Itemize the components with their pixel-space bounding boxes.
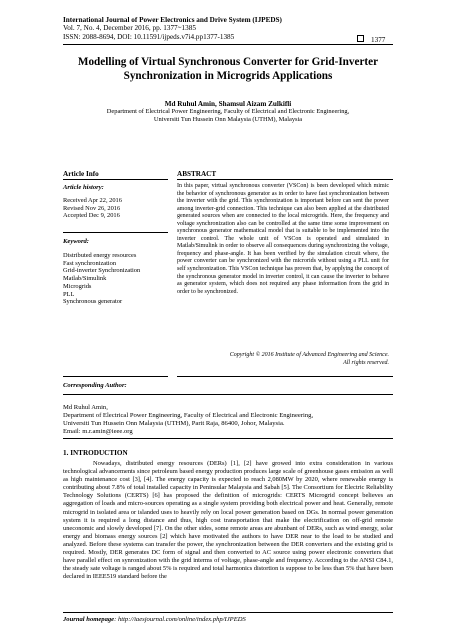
abstract-rule — [177, 179, 393, 180]
info-bottom-rule — [63, 376, 168, 377]
corresponding-author — [63, 404, 393, 436]
article-info-heading: Article Info — [63, 170, 99, 178]
introduction-text: Nowadays, distributed energy resources (DERs) [1], [2] have growed into extra consideration in various technological advancements since petroleum based energy production produces large scale of greenhouse gases emission as well as high maintenance cost [3], [4]. The energy capacity is expected to reach 2,080MW by 2020, where renewable energy is contributing about 7.8% of total installed capacity in Peninsular Malaysia and Sabah [5]. The Consortium for Electric Reliability Technology Solutions (CERTS) [6] has proposed the definition of microgrids: CERTS Microgrid concept believes an aggregation of loads and micro-sources operating as a single system providing both electrical power and heat. Generally, remote microgrid in isolated area or islanded uses to heavily rely on local power generation based on DGs. In normal power generation system it is required a long distance and thus, high cost transportation that make the electrification on off-grid remote uneconomic and slowly developed [7]. On the other sides, some remote areas are abunbant of DERs, such as wind energy, solar energy and biomass energy sources [2] which have motivated the authors to have DER near to the load to be studied and analyzed. Before these systems can transfer the power, the synchronization between the DER converters and the existing grid is required. Mostly, DER generates DC form of signal and then converted to AC source using power electronic converters that have parallel effect on synronization with the grid interms of voltage, phase-angle and frequency. According to the ANSI C84.1, the steady sate voltage is ranged about 5% is required and total harmonics distortion is suppose to be less than 5% that have been declared in IEEE519 standard before the — [63, 460, 393, 581]
footer-label: Journal homepage — [63, 616, 115, 623]
corresponding-email[interactable]: Email: m.r.amin@ieee.org — [63, 428, 133, 436]
footer-rule — [63, 612, 393, 613]
article-info-rule — [63, 179, 168, 180]
copyright-line2: All rights reserved. — [343, 359, 389, 366]
journal-title: International Journal of Power Electronics and Drive System (IJPEDS) — [63, 16, 282, 24]
corresponding-bottom-rule — [63, 438, 393, 439]
article-history — [63, 197, 173, 220]
introduction-heading: 1. INTRODUCTION — [63, 449, 128, 457]
abstract-heading: ABSTRACT — [177, 170, 217, 178]
abstract-text: In this paper, virtual synchronous converter (VSCon) is been developed which mimic the behavior of synchronous generator as in order to have fast synchronization between the inverter with the grid. This synchronization is important before can sent the power among inverter-grid connection. This technique can also been applied at the distributed generated sources when are connected to the local microgrids. Here, the frequency and voltage synchronization also can be controlled at the same time some improvement on synchronous generator mathematical model that is suitable to be implemented into the inverter control. The whole unit of VSCon is operated and simulated in Matlab/Simulink in order to observe all consequences during synchronizing the voltage, frequency and phase-angle. It has been verified by the simulation circuit where, the power converter can be synchronized with the microrids without using a PLL unit for self synchronization. This VSCon technique has proven that, by applying the concept of the synchronous generator model in inverter control, it can cause the inverter to behave as generator system, which does not required any phase information from the grid in order to be synchronized. — [177, 183, 389, 295]
history-rule — [63, 232, 168, 233]
paper-title-line2: Synchronization in Microgrids Applications — [123, 69, 333, 82]
journal-issn: ISSN: 2088-8694, DOI: 10.11591/ijpeds.v7i4.pp1377-1385 — [63, 32, 235, 41]
keyword-item: Microgrids — [63, 282, 92, 290]
corresponding-univ: Universiti Tun Hussein Onn Malaysia (UTHM), Parit Raja, 86400, Johor, Malaysia. — [63, 420, 285, 428]
square-icon — [357, 35, 364, 42]
journal-header — [63, 16, 393, 41]
accepted-date: Accepted Dec 9, 2016 — [63, 212, 120, 220]
keyword-item: Synchronous generator — [63, 298, 123, 306]
keyword-item: PLL — [63, 290, 75, 298]
corresponding-dept: Department of Electrical Power Engineering, Faculty of Electrical and Electronic Engineering, — [63, 412, 314, 420]
keyword-item: Grid-inverter Synchronization — [63, 267, 141, 275]
affiliation-line1: Department of Electrical Power Engineering, Faculty of Electrical and Electronic Engineering, — [106, 108, 350, 115]
page-number: 1377 — [371, 36, 386, 44]
corresponding-name: Md Ruhul Amin, — [63, 404, 108, 411]
journal-volume: Vol. 7, No. 4, December 2016, pp. 1377~1385 — [63, 24, 196, 33]
paper-affiliation — [63, 108, 393, 123]
keyword-list — [63, 252, 173, 306]
copyright-line1: Copyright © 2016 Institute of Advanced Engineering and Science. — [229, 352, 389, 358]
article-history-label: Article history: — [63, 184, 104, 191]
journal-homepage-link[interactable]: : http://iaesjournal.com/online/index.php/IJPEDS — [114, 616, 246, 623]
corresponding-label: Corresponding Author: — [63, 382, 127, 389]
paper-authors: Md Ruhul Amin, Shamsul Aizam Zulkifli — [164, 100, 292, 108]
keyword-item: Fast synchronization — [63, 259, 117, 267]
page-number-box — [357, 35, 393, 44]
header-rule — [63, 44, 393, 45]
keyword-label: Keyword: — [63, 238, 90, 245]
corresponding-rule — [63, 394, 393, 395]
keyword-item: Matlab/Simulink — [63, 275, 107, 283]
abstract-bottom-rule — [177, 376, 393, 377]
paper-title-line1: Modelling of Virtual Synchronous Converter for Grid-Inverter — [77, 56, 379, 68]
copyright — [177, 352, 389, 367]
received-date: Received Apr 22, 2016 — [63, 197, 122, 204]
footer — [63, 616, 246, 623]
affiliation-line2: Universiti Tun Hussein Onn Malaysia (UTHM), Malaysia — [153, 115, 303, 123]
keyword-item: Distributed energy resources — [63, 252, 137, 259]
paper-title — [63, 56, 393, 83]
revised-date: Revised Nov 26, 2016 — [63, 204, 121, 212]
